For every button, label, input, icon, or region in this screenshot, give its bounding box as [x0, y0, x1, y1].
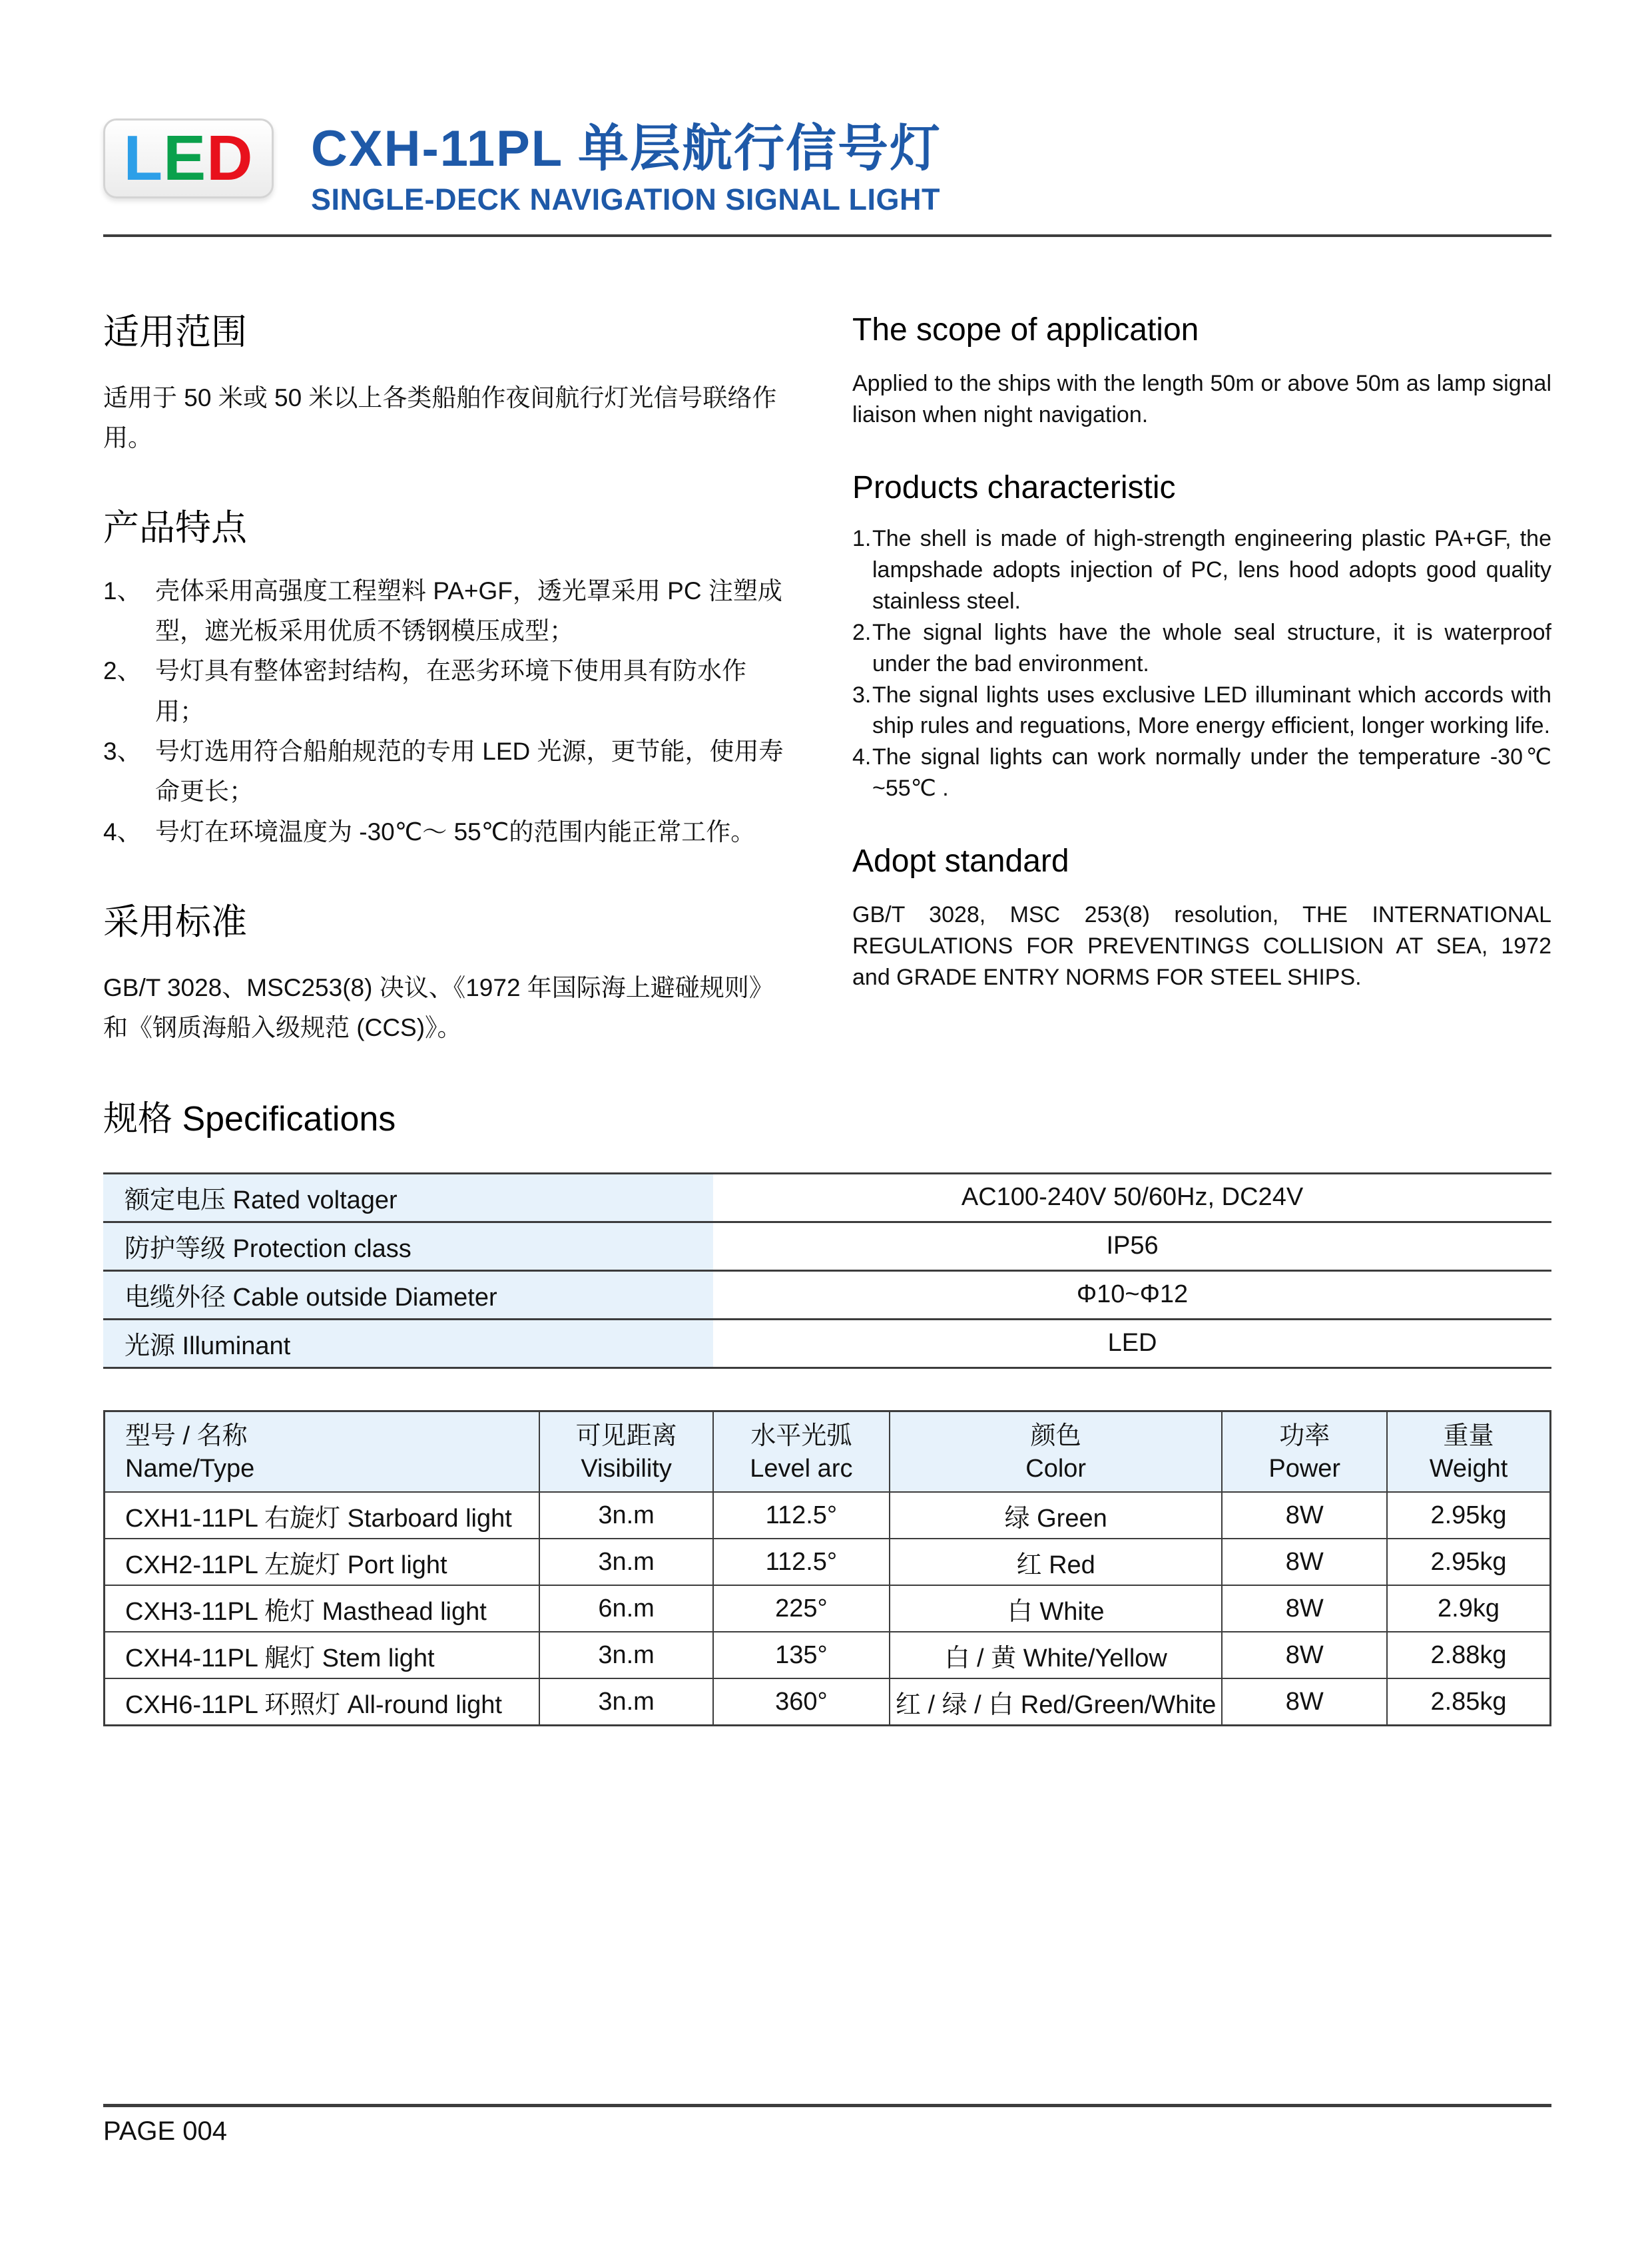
- col-header-en: Color: [1025, 1454, 1087, 1483]
- model-visibility-cell: 6n.m: [539, 1585, 713, 1632]
- models-table: [103, 1410, 1551, 1726]
- header-divider: [103, 234, 1551, 237]
- standard-body-en: GB/T 3028, MSC 253(8) resolution, THE INTERNATIONAL REGULATIONS FOR PREVENTINGS COLLISION AT SEA, 1972 and GRADE ENTRY NORMS FOR STEEL SHIPS.: [852, 902, 1551, 991]
- model-weight-cell: 2.95kg: [1387, 1492, 1550, 1539]
- features-heading-en: Products characteristic: [852, 469, 1176, 505]
- feature-item-text: The signal lights can work normally under the temperature -30℃ ~55℃ .: [872, 744, 1551, 802]
- page-footer: [103, 2104, 1551, 2146]
- model-weight-cell: 2.95kg: [1387, 1539, 1550, 1585]
- column-chinese: [103, 312, 792, 1048]
- model-power-cell: 8W: [1222, 1632, 1387, 1678]
- title-block: [311, 119, 942, 217]
- feature-item-number: 4.: [852, 744, 872, 770]
- logo-letter-d: D: [206, 123, 254, 194]
- spec-row: [103, 1319, 1551, 1368]
- feature-item-number: 1.: [852, 525, 872, 551]
- col-header-en: Name/Type: [125, 1454, 255, 1483]
- model-color-cell: 红 Red: [890, 1539, 1223, 1585]
- spec-row: [103, 1173, 1551, 1222]
- col-header-level-arc: [713, 1411, 890, 1492]
- model-name-cell: CXH1-11PL 右旋灯 Starboard light: [105, 1492, 540, 1539]
- spec-label-cell: 电缆外径 Cable outside Diameter: [103, 1270, 713, 1319]
- scope-body-zh: 适用于 50 米或 50 米以上各类船舶作夜间航行灯光信号联络作用。: [103, 383, 777, 451]
- feature-item: [103, 571, 792, 652]
- col-header-en: Visibility: [581, 1454, 672, 1483]
- model-power-cell: 8W: [1222, 1585, 1387, 1632]
- feature-item-text: 壳体采用高强度工程塑料 PA+GF，透光罩采用 PC 注塑成型，遮光板采用优质不锈钢模压成型；: [155, 577, 782, 645]
- spec-value-cell: IP56: [713, 1222, 1551, 1270]
- spec-row: [103, 1270, 1551, 1319]
- spec-row: [103, 1222, 1551, 1270]
- model-row: [105, 1585, 1551, 1632]
- feature-item: [852, 680, 1551, 742]
- feature-item: [103, 732, 792, 812]
- feature-item-number: 2.: [852, 619, 872, 645]
- feature-item-number: 3、: [103, 738, 142, 766]
- model-weight-cell: 2.9kg: [1387, 1585, 1550, 1632]
- model-arc-cell: 360°: [713, 1678, 890, 1726]
- model-power-cell: 8W: [1222, 1678, 1387, 1726]
- model-name-cell: CXH4-11PL 艉灯 Stem light: [105, 1632, 540, 1678]
- col-header-zh: 颜色: [1030, 1421, 1081, 1450]
- model-row: [105, 1632, 1551, 1678]
- feature-item-number: 1、: [103, 577, 142, 605]
- features-list-zh: [103, 571, 792, 852]
- feature-item-text: 号灯选用符合船舶规范的专用 LED 光源，更节能，使用寿命更长；: [155, 738, 784, 806]
- model-arc-cell: 135°: [713, 1632, 890, 1678]
- col-header-zh: 水平光弧: [750, 1421, 852, 1450]
- page-header: [103, 0, 1551, 217]
- feature-item: [852, 742, 1551, 804]
- spec-value-cell: LED: [713, 1319, 1551, 1368]
- spec-label-cell: 防护等级 Protection class: [103, 1222, 713, 1270]
- feature-item-text: 号灯在环境温度为 -30℃～ 55℃的范围内能正常工作。: [155, 818, 756, 846]
- specifications-heading: 规格 Specifications: [103, 1099, 396, 1138]
- model-power-cell: 8W: [1222, 1492, 1387, 1539]
- col-header-zh: 型号 / 名称: [125, 1421, 248, 1450]
- feature-item-number: 4、: [103, 818, 142, 846]
- feature-item: [852, 617, 1551, 680]
- model-row: [105, 1678, 1551, 1726]
- model-name-cell: CXH3-11PL 桅灯 Masthead light: [105, 1585, 540, 1632]
- col-header-visibility: [539, 1411, 713, 1492]
- feature-item-number: 3.: [852, 682, 872, 708]
- feature-item-text: The signal lights have the whole seal structure, it is waterproof under the bad environment.: [872, 619, 1551, 676]
- standard-heading-en: Adopt standard: [852, 844, 1069, 879]
- page-number: PAGE 004: [103, 2116, 228, 2146]
- spec-label-cell: 光源 Illuminant: [103, 1319, 713, 1368]
- scope-heading-zh: 适用范围: [103, 312, 247, 352]
- sections-columns: [103, 312, 1551, 1048]
- scope-body-en: Applied to the ships with the length 50m or above 50m as lamp signal liaison when night navigation.: [852, 370, 1551, 427]
- col-header-en: Level arc: [750, 1454, 853, 1483]
- model-arc-cell: 112.5°: [713, 1492, 890, 1539]
- col-header-zh: 重量: [1443, 1421, 1494, 1450]
- feature-item: [103, 651, 792, 732]
- col-header-color: [890, 1411, 1223, 1492]
- logo-letter-l: L: [123, 123, 164, 194]
- feature-item-text: The signal lights uses exclusive LED illuminant which accords with ship rules and reguations, More energy efficient, longer working life.: [872, 682, 1551, 739]
- model-weight-cell: 2.88kg: [1387, 1632, 1550, 1678]
- model-arc-cell: 225°: [713, 1585, 890, 1632]
- model-name-cell: CXH6-11PL 环照灯 All-round light: [105, 1678, 540, 1726]
- col-header-weight: [1387, 1411, 1550, 1492]
- model-power-cell: 8W: [1222, 1539, 1387, 1585]
- general-spec-table: [103, 1172, 1551, 1369]
- model-color-cell: 白 White: [890, 1585, 1223, 1632]
- col-header-en: Power: [1268, 1454, 1341, 1483]
- footer-divider: [103, 2104, 1551, 2107]
- feature-item: [852, 523, 1551, 617]
- features-list-en: [852, 523, 1551, 804]
- col-header-name: [105, 1411, 540, 1492]
- col-header-zh: 功率: [1279, 1421, 1330, 1450]
- model-color-cell: 红 / 绿 / 白 Red/Green/White: [890, 1678, 1223, 1726]
- feature-item-number: 2、: [103, 657, 142, 685]
- col-header-zh: 可见距离: [575, 1421, 677, 1450]
- led-logo: [103, 119, 274, 198]
- models-header-row: [105, 1411, 1551, 1492]
- feature-item: [103, 812, 792, 852]
- logo-letter-e: E: [163, 123, 207, 194]
- column-english: [852, 312, 1551, 1048]
- col-header-power: [1222, 1411, 1387, 1492]
- standard-body-zh: GB/T 3028、MSC253(8) 决议、《1972 年国际海上避碰规则》和《钢质海船入级规范 (CCS)》。: [103, 974, 774, 1041]
- model-row: [105, 1539, 1551, 1585]
- features-heading-zh: 产品特点: [103, 507, 247, 548]
- model-arc-cell: 112.5°: [713, 1539, 890, 1585]
- model-visibility-cell: 3n.m: [539, 1632, 713, 1678]
- spec-value-cell: AC100-240V 50/60Hz, DC24V: [713, 1173, 1551, 1222]
- model-name-cell: CXH2-11PL 左旋灯 Port light: [105, 1539, 540, 1585]
- model-row: [105, 1492, 1551, 1539]
- standard-heading-zh: 采用标准: [103, 901, 247, 942]
- model-visibility-cell: 3n.m: [539, 1492, 713, 1539]
- spec-value-cell: Φ10~Φ12: [713, 1270, 1551, 1319]
- col-header-en: Weight: [1429, 1454, 1508, 1483]
- page-title-zh: CXH-11PL 单层航行信号灯: [311, 121, 942, 177]
- spec-label-cell: 额定电压 Rated voltager: [103, 1173, 713, 1222]
- model-weight-cell: 2.85kg: [1387, 1678, 1550, 1726]
- model-visibility-cell: 3n.m: [539, 1539, 713, 1585]
- page-title-en: SINGLE-DECK NAVIGATION SIGNAL LIGHT: [311, 182, 941, 216]
- model-color-cell: 绿 Green: [890, 1492, 1223, 1539]
- model-visibility-cell: 3n.m: [539, 1678, 713, 1726]
- feature-item-text: 号灯具有整体密封结构，在恶劣环境下使用具有防水作用；: [155, 657, 746, 725]
- scope-heading-en: The scope of application: [852, 312, 1199, 348]
- feature-item-text: The shell is made of high-strength engineering plastic PA+GF, the lampshade adopts injection of PC, lens hood adopts good quality stainless steel.: [872, 525, 1551, 614]
- model-color-cell: 白 / 黄 White/Yellow: [890, 1632, 1223, 1678]
